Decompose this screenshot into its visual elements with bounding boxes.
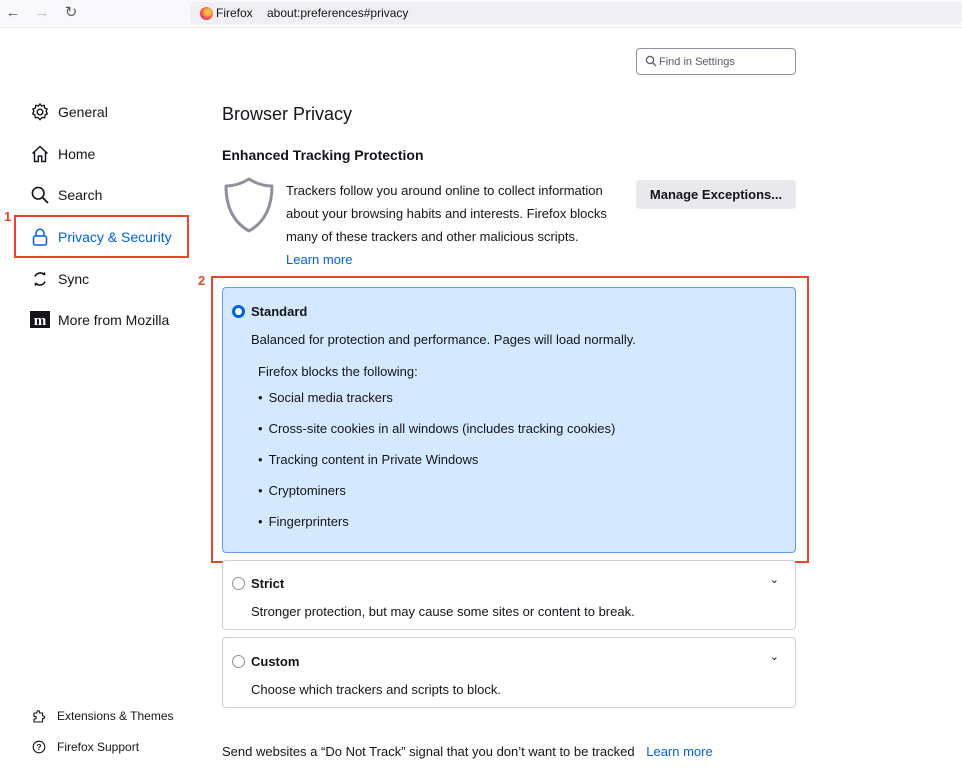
list-item: • Fingerprinters: [258, 514, 349, 529]
list-item: • Cross-site cookies in all windows (includes tracking cookies): [258, 421, 615, 436]
annotation-number-2: 2: [198, 273, 206, 288]
chevron-down-icon[interactable]: ⌄: [769, 651, 779, 663]
etp-description: Trackers follow you around online to collect information about your browsing habits and interests. Firefox blocks many of these trackers and other malicious scripts.: [286, 183, 607, 244]
strict-radio[interactable]: [232, 577, 245, 590]
page-title: Browser Privacy: [222, 104, 353, 124]
option-description: Choose which trackers and scripts to block.: [251, 682, 501, 697]
browser-toolbar: [0, 0, 962, 28]
mozilla-icon: [30, 310, 50, 330]
sidebar-firefox-support[interactable]: [32, 738, 139, 756]
sidebar-item-label: General: [58, 104, 108, 120]
svg-text:?: ?: [36, 742, 42, 752]
etp-description-block: [286, 179, 631, 271]
help-icon: [32, 740, 46, 754]
sidebar-item-more-from-mozilla[interactable]: [30, 309, 169, 331]
sidebar-item-label: Search: [58, 187, 103, 203]
list-item: • Social media trackers: [258, 390, 393, 405]
option-title: Strict: [251, 576, 285, 591]
sidebar-item-home[interactable]: [30, 143, 95, 165]
chevron-down-icon[interactable]: ⌄: [769, 574, 779, 586]
option-title: Standard: [251, 304, 308, 319]
option-custom[interactable]: [222, 637, 796, 708]
annotation-box-1: [14, 215, 189, 258]
sidebar-item-label: More from Mozilla: [58, 312, 170, 328]
forward-icon[interactable]: →: [34, 4, 50, 21]
custom-radio[interactable]: [232, 655, 245, 668]
shield-icon: [223, 176, 275, 234]
sidebar-footer-label: Firefox Support: [57, 740, 140, 754]
search-input[interactable]: [659, 53, 789, 71]
sidebar-item-label: Sync: [58, 271, 90, 287]
dnt-learn-more-link[interactable]: Learn more: [646, 744, 713, 759]
option-description: Stronger protection, but may cause some sites or content to break.: [251, 604, 635, 619]
sidebar-item-search[interactable]: [30, 184, 102, 206]
sidebar-footer-label: Extensions & Themes: [57, 709, 174, 723]
sidebar-extensions-themes[interactable]: [32, 707, 174, 725]
sidebar-item-label: Privacy & Security: [58, 229, 172, 245]
annotation-number-1: 1: [4, 209, 12, 224]
back-icon[interactable]: ←: [5, 4, 21, 21]
option-description: Balanced for protection and performance. Pages will load normally.: [251, 332, 636, 347]
svg-text:m: m: [33, 313, 47, 329]
dnt-text: Send websites a “Do Not Track” signal that you don’t want to be tracked: [222, 744, 635, 759]
search-icon: [645, 55, 657, 67]
list-item: • Cryptominers: [258, 483, 346, 498]
etp-learn-more-link[interactable]: Learn more: [286, 252, 353, 267]
blocks-heading: Firefox blocks the following:: [258, 364, 418, 379]
puzzle-icon: [32, 709, 46, 723]
gear-icon: [30, 102, 50, 122]
firefox-logo-icon: [200, 7, 213, 20]
identity-label: Firefox: [216, 6, 253, 20]
sidebar-item-sync[interactable]: [30, 268, 89, 290]
url-text[interactable]: about:preferences#privacy: [267, 6, 409, 20]
list-item: • Tracking content in Private Windows: [258, 452, 478, 467]
sidebar-item-label: Home: [58, 146, 96, 162]
reload-icon[interactable]: ↻: [64, 4, 78, 21]
etp-heading: Enhanced Tracking Protection: [222, 147, 424, 163]
home-icon: [30, 144, 50, 164]
option-title: Custom: [251, 654, 300, 669]
sync-icon: [30, 269, 50, 289]
find-in-settings[interactable]: [636, 48, 796, 75]
option-strict[interactable]: [222, 560, 796, 630]
sidebar-item-general[interactable]: [30, 101, 108, 123]
manage-exceptions-button[interactable]: Manage Exceptions...: [636, 180, 796, 209]
dnt-row: [222, 744, 713, 759]
annotation-box-2: [211, 276, 809, 563]
search-icon: [30, 185, 50, 205]
